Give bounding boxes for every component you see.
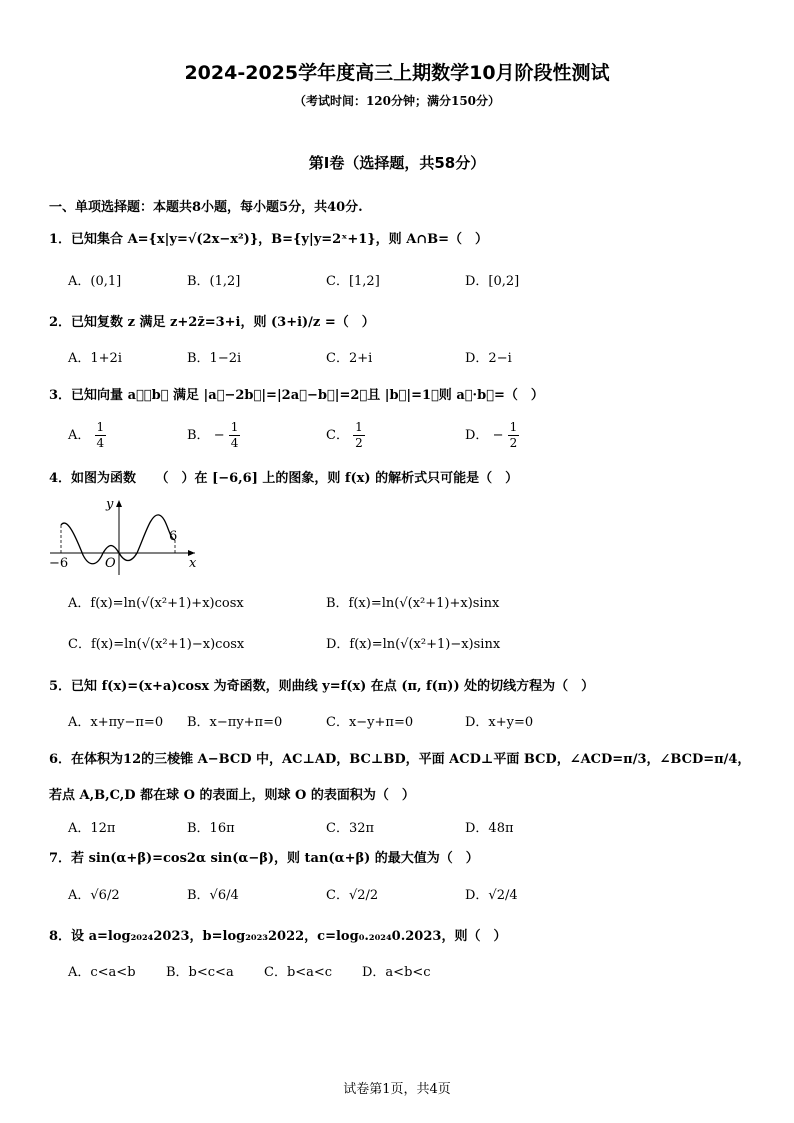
question-1-option-c[interactable]: C．[1,2]: [326, 274, 380, 289]
question-7-option-d[interactable]: D．√2/4: [465, 888, 518, 903]
x-label: x: [189, 556, 197, 571]
question-2-option-a[interactable]: A．1+2i: [68, 351, 122, 366]
question-2-option-b[interactable]: B．1−2i: [187, 351, 242, 366]
question-6-option-c[interactable]: C．32π: [326, 821, 375, 836]
question-3-option-b[interactable]: [187, 420, 240, 451]
question-8-option-c[interactable]: C．b<a<c: [264, 965, 333, 980]
question-2-stem: 2．已知复数 z 满足 z+2z̄=3+i，则 (3+i)/z =（ ）: [49, 315, 375, 330]
question-8-option-b[interactable]: B．b<c<a: [166, 965, 234, 980]
question-1-option-a[interactable]: A．(0,1]: [68, 274, 122, 289]
question-1-stem: 1．已知集合 A={x|y=√(2x−x²)}，B={y|y=2ˣ+1}，则 A∩B=（ ）: [49, 232, 489, 247]
fraction: $\frac{1}{2}$: [509, 420, 518, 450]
part-heading: 第Ⅰ卷（选择题，共58分）: [308, 154, 486, 172]
question-4-option-c[interactable]: C．f(x)=ln(√(x²+1)−x)cosx: [68, 637, 245, 652]
question-8-option-d[interactable]: D．a<b<c: [362, 965, 431, 980]
y-label: y: [106, 497, 114, 512]
option-letter: C．: [326, 428, 349, 443]
question-7-stem: 7．若 sin(α+β)=cos2α sin(α−β)，则 tan(α+β) 的最大值为（ ）: [49, 851, 479, 866]
question-3-option-a[interactable]: [68, 420, 106, 451]
function-graph: [45, 495, 205, 580]
option-letter: A．: [68, 428, 91, 443]
question-4-option-a[interactable]: A．f(x)=ln(√(x²+1)+x)cosx: [68, 596, 244, 611]
question-2-option-c[interactable]: C．2+i: [326, 351, 373, 366]
section-heading: 一、单项选择题：本题共8小题，每小题5分，共40分.: [49, 200, 363, 215]
y-axis-arrow: [116, 500, 122, 507]
question-6-option-d[interactable]: D．48π: [465, 821, 514, 836]
question-4-option-d[interactable]: D．f(x)=ln(√(x²+1)−x)sinx: [326, 637, 501, 652]
fraction: $\frac{1}{2}$: [355, 420, 363, 450]
question-7-option-c[interactable]: C．√2/2: [326, 888, 379, 903]
question-8-option-a[interactable]: A．c<a<b: [68, 965, 136, 980]
fraction: $\frac{1}{4}$: [96, 420, 105, 450]
question-7-option-b[interactable]: B．√6/4: [187, 888, 239, 903]
fraction: $\frac{1}{4}$: [230, 420, 239, 450]
question-5-option-c[interactable]: C．x−y+π=0: [326, 715, 414, 730]
exam-subtitle: （考试时间：120分钟；满分150分）: [293, 94, 501, 108]
question-7-option-a[interactable]: A．√6/2: [68, 888, 120, 903]
question-4-stem: 4．如图为函数 （ ）在 [−6,6] 上的图象，则 f(x) 的解析式只可能是（ ）: [49, 471, 519, 486]
question-5-stem: 5．已知 f(x)=(x+a)cosx 为奇函数，则曲线 y=f(x) 在点 (π, f(π)) 处的切线方程为（ ）: [49, 679, 595, 694]
question-3-option-c[interactable]: [326, 420, 365, 451]
question-6-option-b[interactable]: B．16π: [187, 821, 235, 836]
fraction-sign: −: [213, 428, 225, 443]
question-5-option-a[interactable]: A．x+πy−π=0: [68, 715, 164, 730]
question-8-stem: 8．设 a=log₂₀₂₄2023，b=log₂₀₂₃2022，c=log₀.₂₀₂₄0.2023，则（ ）: [49, 929, 507, 944]
option-letter: B．: [187, 428, 210, 443]
question-3-option-d[interactable]: [465, 420, 519, 451]
function-curve: [61, 515, 178, 564]
question-1-option-b[interactable]: B．(1,2]: [187, 274, 241, 289]
question-3-stem: 3．已知向量 a⃗，b⃗ 满足 |a⃗−2b⃗|=|2a⃗−b⃗|=2，且 |b⃗|=1，则 a⃗·b⃗=（ ）: [49, 388, 544, 403]
page-footer: 试卷第1页，共4页: [343, 1082, 451, 1097]
question-6-stem-line-2: 若点 A,B,C,D 都在球 O 的表面上，则球 O 的表面积为（ ）: [49, 788, 415, 803]
question-2-option-d[interactable]: D．2−i: [465, 351, 512, 366]
fraction-sign: −: [492, 428, 504, 443]
question-6-stem: 6．在体积为12的三棱锥 A−BCD 中，AC⊥AD，BC⊥BD，平面 ACD⊥平面 BCD，∠ACD=π/3，∠BCD=π/4，: [49, 752, 751, 767]
question-6-option-a[interactable]: A．12π: [68, 821, 116, 836]
question-5-option-d[interactable]: D．x+y=0: [465, 715, 534, 730]
exam-title: 2024-2025学年度高三上期数学10月阶段性测试: [184, 62, 610, 84]
option-letter: D．: [465, 428, 489, 443]
question-5-option-b[interactable]: B．x−πy+π=0: [187, 715, 283, 730]
question-4-option-b[interactable]: B．f(x)=ln(√(x²+1)+x)sinx: [326, 596, 500, 611]
right-bound-label: 6: [169, 529, 178, 544]
question-1-option-d[interactable]: D．[0,2]: [465, 274, 520, 289]
left-bound-label: −6: [49, 556, 69, 571]
origin-label: O: [105, 556, 116, 571]
